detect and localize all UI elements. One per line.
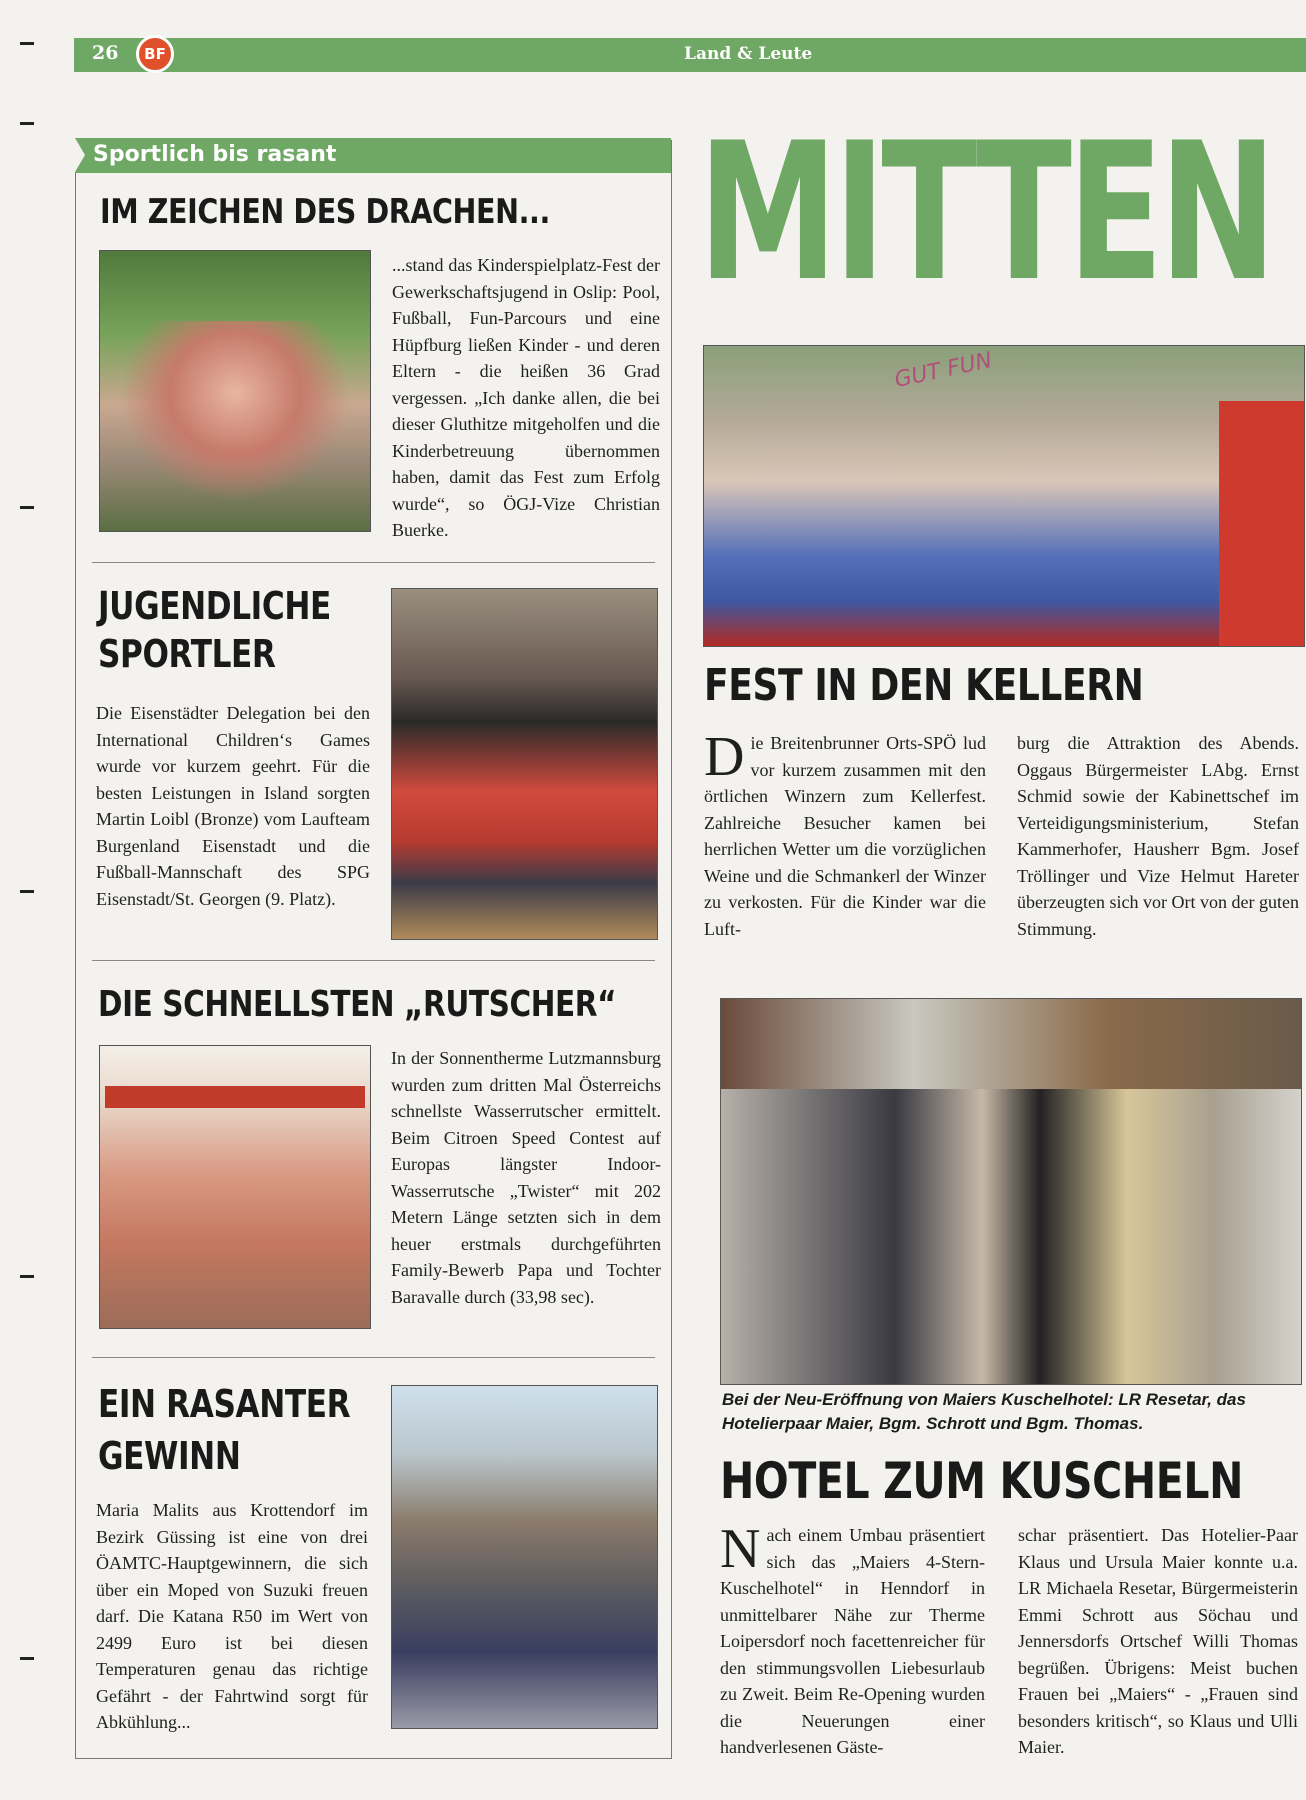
divider [92, 1357, 655, 1358]
margin-mark [20, 122, 34, 125]
headline-rutscher: DIE SCHNELLSTEN „RUTSCHER“ [98, 984, 617, 1025]
article-text: ie Breitenbrunner Orts-SPÖ lud vor kurzem zusammen mit den örtlichen Winzern zum Kellerfest. Zahlreiche Besucher kamen bei herrlichen Wetter um die vorzüglichen Weine und die Schmankerl der Winzer zu verkosten. Für die Kinder war die Luft- [704, 733, 986, 939]
article-text-sportler: Die Eisenstädter Delegation bei den International Children‘s Games wurde vor kurzem geehrt. Für die besten Leistungen in Island sorgten Martin Loibl (Bronze) vom Laufteam Burgenland Eisenstadt und die Fußball-Mannschaft des SPG Eisenstadt/St. Georgen (9. Platz). [96, 703, 370, 909]
dropcap: N [720, 1518, 761, 1580]
headline-line: SPORTLER [98, 632, 276, 676]
page-header-bar [74, 38, 1306, 72]
headline-drachen: IM ZEICHEN DES DRACHEN... [100, 192, 550, 232]
margin-mark [20, 1275, 34, 1278]
article-text-drachen: ...stand das Kinderspielplatz-Fest der Gewerkschaftsjugend in Oslip: Pool, Fußball, Fun-Parcours und eine Hüpfburg ließen Kinder - und deren Eltern - die heißen 36 Grad vergessen. „Ich danke allen, die bei dieser Gluthitze mitgeholfen und die Kinderbetreuung übernommen haben, damit das Fest zum Erfolg wurde“, so ÖGJ-Vize Christian Buerke. [392, 255, 660, 540]
photo-kuschelhotel [720, 998, 1302, 1385]
photo-jugendliche-sportler [391, 588, 658, 940]
photo-people-shape [120, 321, 350, 501]
headline-line: JUGENDLICHE [98, 584, 331, 628]
section-banner [75, 138, 671, 173]
headline-line: GEWINN [98, 1434, 241, 1478]
photo-caption: Bei der Neu-Eröffnung von Maiers Kuschelhotel: LR Resetar, das Hotelierpaar Maier, Bgm. Schrott und Bgm. Thomas. [722, 1390, 1246, 1433]
margin-mark [20, 42, 34, 45]
photo-kinderfest [99, 250, 371, 532]
page-number: 26 [92, 42, 119, 64]
article-text: ach einem Umbau präsentiert sich das „Maiers 4-Stern-Kuschelhotel“ in Henndorf in unmittelbarer Nähe zur Therme Loipersdorf noch facettenreicher für den stimmungsvollen Liebesurlaub zu Zweit. Beim Re-Opening wurden die Neuerungen einer handverlesenen Gäste- [720, 1525, 985, 1757]
dropcap: D [704, 726, 745, 788]
big-headline: MITTEN [698, 124, 1273, 300]
article-col2-kellern: burg die Attraktion des Abends. Oggaus Bürgermeister LAbg. Ernst Schmid sowie der Kabinettschef im Verteidigungsministerium, Stefan Kammerhofer, Hausherr Bgm. Josef Tröllinger und Vize Helmut Hareter überzeugten sich vor Ort von der guten Stimmung. [1017, 733, 1299, 939]
margin-mark [20, 506, 34, 509]
article-col1-kuscheln [720, 1518, 985, 1761]
article-col1-kellern [704, 726, 986, 942]
photo-rutscher [99, 1045, 371, 1329]
publication-logo: BF [136, 35, 174, 73]
divider [92, 562, 655, 563]
section-title: Land & Leute [684, 44, 813, 64]
photo-moped-gewinnerin [391, 1385, 658, 1729]
photo-building-shape [721, 999, 1301, 1089]
article-col2-kuscheln: schar präsentiert. Das Hotelier-Paar Klaus und Ursula Maier konnte u.a. LR Michaela Resetar, Bürgermeisterin Emmi Schrott aus Söchau und Jennersdorfs Ortschef Willi Thomas begrüßen. Übrigens: Meist buchen Frauen bei „Maiers“ - „Frauen sind besonders kritisch“, so Klaus und Ulli Maier. [1018, 1525, 1298, 1757]
photo-sign-text: GUT FUN [892, 348, 995, 393]
headline-sportler [98, 582, 331, 678]
headline-line: EIN RASANTER [98, 1382, 351, 1426]
headline-kellern: FEST IN DEN KELLERN [704, 660, 1144, 711]
photo-kellerfest [703, 345, 1305, 647]
big-headline-box [698, 124, 1306, 300]
article-text-rutscher: In der Sonnentherme Lutzmannsburg wurden zum dritten Mal Österreichs schnellste Wasserrutscher ermittelt. Beim Citroen Speed Contest auf Europas längster Indoor-Wasserrutsche „Twister“ mit 202 Metern Länge setzten sich in dem heuer erstmals durchgeführten Family-Bewerb Papa und Tochter Baravalle durch (33,98 sec). [391, 1048, 661, 1307]
headline-kuscheln: HOTEL ZUM KUSCHELN [720, 1452, 1243, 1510]
photo-red-shirt [1219, 401, 1304, 646]
article-text-gewinn: Maria Malits aus Krottendorf im Bezirk Güssing ist eine von drei ÖAMTC-Hauptgewinnern, die sich über ein Moped von Suzuki freuen darf. Die Katana R50 im Wert von 2499 Euro ist bei diesen Temperaturen genau das richtige Gefährt - der Fahrtwind sorgt für Abkühlung... [96, 1500, 368, 1732]
headline-gewinn [98, 1378, 350, 1482]
divider [92, 960, 655, 961]
margin-mark [20, 1657, 34, 1660]
banner-title: Sportlich bis rasant [93, 142, 337, 167]
margin-mark [20, 890, 34, 893]
photo-banner-shape [105, 1086, 365, 1108]
banner-notch [75, 138, 85, 172]
